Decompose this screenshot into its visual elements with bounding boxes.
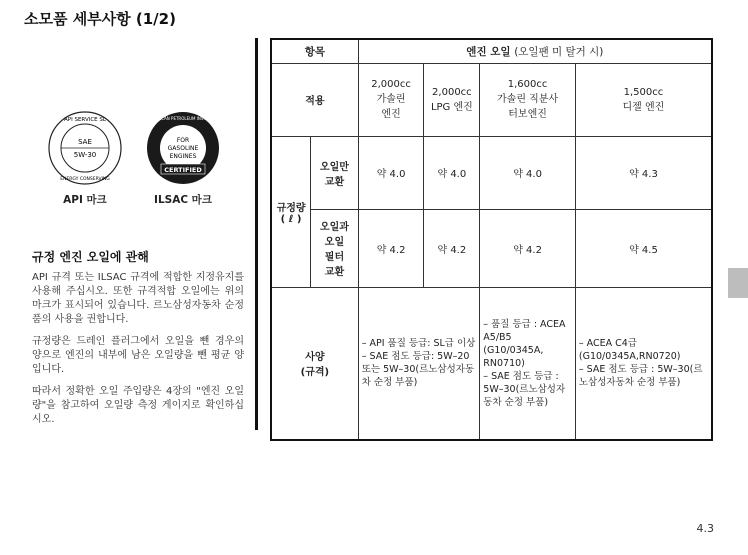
engine-line: 터보엔진 <box>508 109 547 120</box>
capacity-value: 약 4.2 <box>424 209 480 287</box>
api-mark-label: API 마크 <box>63 194 107 206</box>
spec-item: – SAE 점도 등급: 5W–20 또는 5W–30(르노삼성자동차 순정 부품) <box>361 351 475 389</box>
spec-cell <box>575 287 712 440</box>
capacity-value: 약 4.5 <box>575 209 712 287</box>
engine-line: 2,000cc <box>432 86 472 98</box>
capacity-label <box>271 136 311 287</box>
page-title: 소모품 세부사항 (1/2) <box>24 10 176 28</box>
spec-label <box>271 287 358 440</box>
oil-filter-label-line: 오일과 <box>319 222 349 233</box>
oil-filter-label-line: 필터 <box>324 252 345 263</box>
api-center-line1: SAE <box>78 138 92 146</box>
engine-cell <box>358 63 424 136</box>
ilsac-center-line2: GASOLINE <box>167 145 199 152</box>
apply-row <box>271 63 712 136</box>
header-engine-oil-label: 엔진 오일 <box>466 45 511 58</box>
capacity-value: 약 4.0 <box>480 136 576 209</box>
engine-line: 가솔린 직분사 <box>497 94 559 105</box>
capacity-label-text: 규정량 <box>276 202 306 214</box>
column-divider <box>255 38 258 430</box>
page-number: 4.3 <box>696 522 714 535</box>
api-mark <box>40 110 130 207</box>
engine-line: 가솔린 <box>376 94 406 105</box>
spec-item: – ACEA C4급 (G10/0345A,RN0720) <box>578 338 681 363</box>
capacity-value: 약 4.3 <box>575 136 712 209</box>
oil-only-label <box>311 136 359 209</box>
engine-cell <box>424 63 480 136</box>
api-center-line2: 5W-30 <box>73 151 97 159</box>
spec-label-line: 사양 <box>305 352 325 364</box>
ilsac-center-line3: ENGINES <box>169 153 197 160</box>
api-ring-bottom: ENERGY CONSERVING <box>60 177 110 182</box>
ilsac-mark-icon <box>145 110 221 186</box>
spec-table <box>270 38 713 441</box>
oil-filter-label-line: 오일 <box>324 237 345 248</box>
oil-filter-row <box>271 209 712 287</box>
section-paragraph-2: 규정량은 드레인 플러그에서 오일을 뺀 경우의 양으로 엔진의 내부에 남은 오일량을 뺀 평균 양입니다. <box>32 336 244 375</box>
oil-filter-label <box>311 209 359 287</box>
capacity-value: 약 4.0 <box>424 136 480 209</box>
oil-marks <box>40 110 240 210</box>
oil-info-section <box>32 248 244 435</box>
api-ring-top: API SERVICE SL <box>64 117 106 123</box>
spec-cell <box>480 287 576 440</box>
oil-only-label-line: 교환 <box>324 176 345 188</box>
header-row <box>271 39 712 63</box>
spec-item: – 품질 등급 : ACEA A5/B5 (G10/0345A, RN0710) <box>483 318 566 369</box>
engine-line: 2,000cc <box>371 79 411 90</box>
spec-item: – API 품질 등급: SL급 이상 <box>361 338 476 350</box>
spec-item: – SAE 점도 등급 : 5W–30(르노삼성자동차 순정 부품) <box>578 364 703 389</box>
ilsac-center-line1: FOR <box>176 137 190 144</box>
engine-cell <box>480 63 576 136</box>
engine-line: 엔진 <box>381 109 401 120</box>
spec-row <box>271 287 712 440</box>
section-paragraph-3: 따라서 정확한 오일 주입량은 4장의 "엔진 오일량"을 참고하여 오일량 측정 게이지로 확인하십시오. <box>32 386 244 425</box>
engine-line: LPG 엔진 <box>430 101 473 113</box>
engine-line: 1,500cc <box>623 86 664 98</box>
ilsac-mark <box>138 110 228 207</box>
spec-item: – SAE 점도 등급 : 5W–30(르노삼성자동차 순정 부품) <box>483 370 566 408</box>
spec-cell <box>358 287 480 440</box>
engine-line: 디젤 엔진 <box>622 101 665 113</box>
header-item: 항목 <box>271 39 358 63</box>
header-engine-oil <box>358 39 712 63</box>
ilsac-ring-top: AMERICAN PETROLEUM INSTITUTE <box>148 116 218 121</box>
capacity-value: 약 4.2 <box>480 209 576 287</box>
oil-only-row <box>271 136 712 209</box>
section-paragraph-1: API 규격 또는 ILSAC 규격에 적합한 지정유지를 사용해 주십시오. 또한 규격적합 오일에는 위의 마크가 표시되어 있습니다. 르노삼성자동차 순정품의 사용을 권합니다. <box>32 272 244 325</box>
spec-label-line: (규격) <box>300 367 330 379</box>
section-heading: 규정 엔진 오일에 관해 <box>32 250 149 264</box>
oil-only-label-line: 오일만 <box>319 161 349 173</box>
engine-line: 1,600cc <box>507 79 548 90</box>
capacity-value: 약 4.2 <box>358 209 424 287</box>
capacity-unit: ( ℓ ) <box>280 213 302 225</box>
apply-label: 적용 <box>271 63 358 136</box>
header-engine-oil-note: (오일팬 미 탈거 시) <box>514 45 604 58</box>
api-mark-icon <box>47 110 123 186</box>
engine-cell <box>575 63 712 136</box>
ilsac-mark-label: ILSAC 마크 <box>154 194 212 206</box>
chapter-tab <box>728 268 748 298</box>
oil-filter-label-line: 교환 <box>324 267 345 278</box>
capacity-value: 약 4.0 <box>358 136 424 209</box>
ilsac-banner: CERTIFIED <box>164 166 202 174</box>
